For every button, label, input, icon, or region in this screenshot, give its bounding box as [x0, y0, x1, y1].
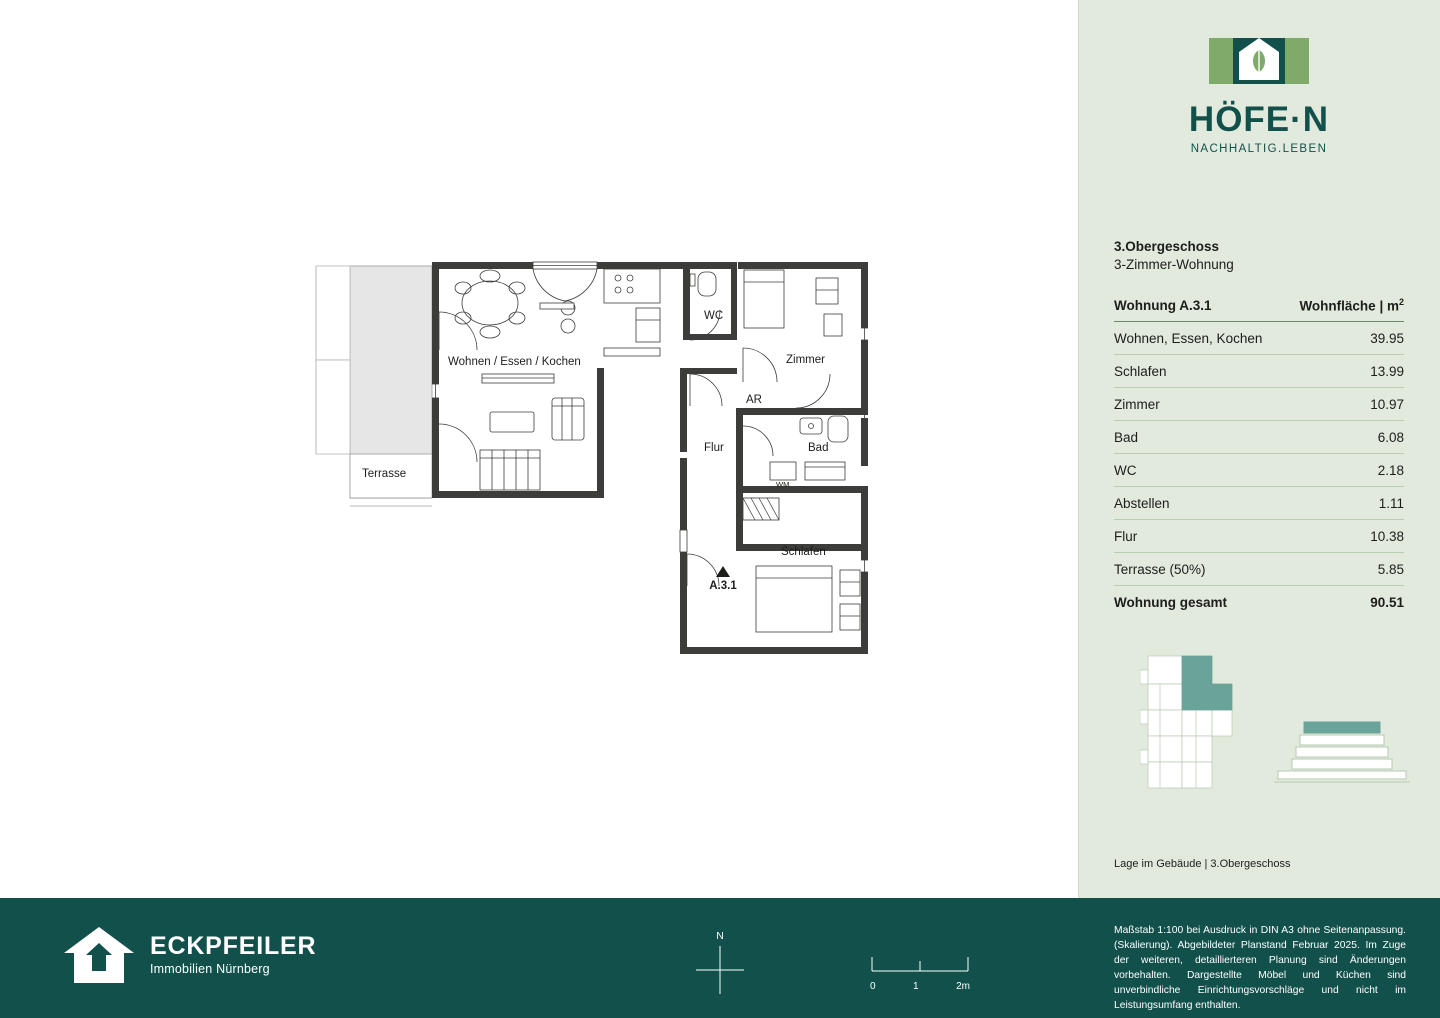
floor-stack-diagram — [1274, 720, 1410, 790]
apartment-marker — [693, 566, 753, 592]
scale-bar — [870, 955, 970, 992]
north-label: N — [716, 930, 724, 942]
table-row — [1114, 486, 1404, 519]
room-label-wm: WM — [776, 480, 790, 489]
room-label-flur: Flur — [704, 442, 724, 454]
floor-plan-drawing — [300, 248, 900, 668]
table-header-area: Wohnfläche | $m^2$ — [1284, 288, 1404, 321]
row-value: 13.99 — [1284, 354, 1404, 387]
brand-logo — [1078, 30, 1440, 155]
row-label: Zimmer — [1114, 387, 1284, 420]
mini-plan-svg — [1140, 650, 1240, 795]
scale-bar-icon — [870, 955, 970, 973]
table-row — [1114, 552, 1404, 585]
building-location-mini-plan — [1140, 650, 1240, 795]
row-label: Abstellen — [1114, 486, 1284, 519]
floor-stack-svg — [1274, 720, 1410, 790]
row-value: 1.11 — [1284, 486, 1404, 519]
house-arrow-icon — [62, 925, 136, 985]
row-label: Terrasse (50%) — [1114, 552, 1284, 585]
brand-tagline: NACHHALTIG.LEBEN — [1190, 143, 1328, 155]
superscript-two: 2 — [1398, 297, 1404, 308]
row-value: 10.38 — [1284, 519, 1404, 552]
company-name: ECKPFEILER — [150, 932, 317, 960]
brand-wordmark: HÖFE·N — [1188, 100, 1330, 139]
row-label: Bad — [1114, 420, 1284, 453]
table-row — [1114, 321, 1404, 354]
company-subtitle: Immobilien Nürnberg — [150, 962, 270, 976]
scale-labels — [870, 981, 970, 992]
row-label: WC — [1114, 453, 1284, 486]
total-label: Wohnung gesamt — [1114, 594, 1227, 610]
row-label: Flur — [1114, 519, 1284, 552]
room-label-terrasse: Terrasse — [362, 468, 407, 480]
north-arrow — [690, 930, 750, 1000]
legal-disclaimer: Maßstab 1:100 bei Ausdruck in DIN A3 ohne Seitenanpassung. (Skalierung). Abgebildeter Planstand Februar 2025. Im Zuge der weiteren, detaillierteren Planung sind Änderungen vorbehalten. Dargestellte Möbel und Küchen sind unverbindliche Einrichtungsvorschläge und nicht im Leistungsumfang enthalten. — [1114, 925, 1406, 1011]
row-value: 39.95 — [1284, 321, 1404, 354]
north-cross-icon — [690, 942, 750, 998]
eckpfeiler-text — [150, 934, 316, 976]
total-value: 90.51 — [1370, 594, 1404, 610]
row-value: 10.97 — [1284, 387, 1404, 420]
table-header-apartment: Wohnung A.3.1 — [1114, 288, 1284, 321]
room-label-ar: AR — [746, 394, 762, 406]
house-leaf-logo-icon — [1207, 30, 1311, 92]
apartment-type-label: 3-Zimmer-Wohnung — [1114, 257, 1234, 273]
row-label: Wohnen, Essen, Kochen — [1114, 321, 1284, 354]
table-row — [1114, 387, 1404, 420]
area-table — [1114, 288, 1404, 618]
table-row — [1114, 420, 1404, 453]
floor-plan-svg — [300, 248, 900, 668]
table-row — [1114, 453, 1404, 486]
row-value: 2.18 — [1284, 453, 1404, 486]
table-row — [1114, 354, 1404, 387]
room-label-wohnen-essen-kochen: Wohnen / Essen / Kochen — [448, 356, 581, 368]
apartment-marker-label: A.3.1 — [709, 580, 737, 592]
scale-tick-1: 1 — [913, 981, 919, 992]
room-label-wc: WC — [704, 310, 724, 322]
scale-tick-2: 2m — [956, 981, 970, 992]
eckpfeiler-logo — [62, 925, 316, 985]
room-label-schlafen: Schlafen — [781, 546, 826, 558]
table-total-row — [1114, 585, 1404, 618]
room-label-zimmer: Zimmer — [786, 354, 825, 366]
sidebar — [1078, 0, 1440, 898]
sidebar-divider — [1078, 0, 1079, 898]
apartment-info — [1114, 238, 1404, 618]
table-row — [1114, 519, 1404, 552]
scale-tick-0: 0 — [870, 981, 876, 992]
row-value: 6.08 — [1284, 420, 1404, 453]
floor-label: 3.Obergeschoss — [1114, 239, 1220, 254]
row-label: Schlafen — [1114, 354, 1284, 387]
room-label-bad: Bad — [808, 442, 829, 454]
triangle-marker-icon — [716, 566, 730, 577]
location-caption: Lage im Gebäude | 3.Obergeschoss — [1114, 858, 1291, 870]
row-value: 5.85 — [1284, 552, 1404, 585]
table-header-row — [1114, 288, 1404, 321]
